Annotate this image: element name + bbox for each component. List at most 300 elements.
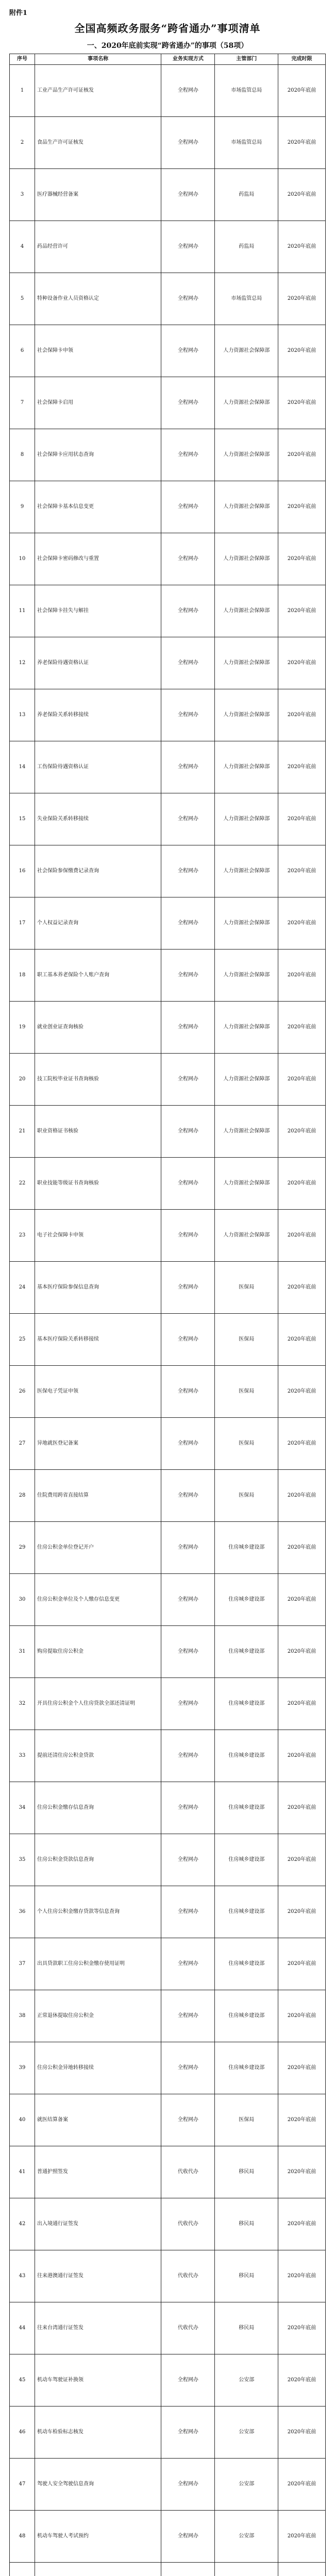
- table-cell: 2020年底前: [278, 429, 326, 481]
- table-cell: 社会保障卡基本信息变更: [35, 481, 161, 533]
- table-cell: 25: [10, 1313, 35, 1365]
- table-cell: 全程网办: [161, 168, 215, 221]
- table-cell: 2020年底前: [278, 533, 326, 585]
- table-cell: 人力资源社会保障部: [215, 377, 278, 429]
- column-header: 完成时限: [278, 54, 326, 65]
- table-cell: 2020年底前: [278, 845, 326, 897]
- table-cell: 往来台湾通行证签发: [35, 2302, 161, 2354]
- table-row: [10, 116, 326, 168]
- table-cell: 全程网办: [161, 1417, 215, 1469]
- table-cell: 22: [10, 1157, 35, 1209]
- table-cell: 住房城乡建设部: [215, 1938, 278, 1990]
- table-cell: 14: [10, 741, 35, 793]
- table-cell: 38: [10, 1990, 35, 2042]
- table-cell: 19: [10, 1001, 35, 1053]
- table-row: [10, 1209, 326, 1261]
- column-header: 事项名称: [35, 54, 161, 65]
- table-cell: 全程网办: [161, 1313, 215, 1365]
- table-row: [10, 377, 326, 429]
- table-row: [10, 1625, 326, 1677]
- table-row: [10, 2198, 326, 2250]
- table-cell: 住房城乡建设部: [215, 1521, 278, 1573]
- table-row: [10, 1105, 326, 1157]
- table-cell: 全程网办: [161, 1938, 215, 1990]
- table-row: [10, 1834, 326, 1886]
- table-cell: 2020年底前: [278, 1834, 326, 1886]
- table-cell: 全程网办: [161, 1625, 215, 1677]
- table-cell: 代收代办: [161, 2146, 215, 2198]
- table-cell: 2020年底前: [278, 1053, 326, 1105]
- table-cell: 公安部: [215, 2354, 278, 2406]
- document-title: 全国高频政务服务“跨省通办”事项清单: [74, 22, 261, 35]
- table-cell: 2020年底前: [278, 1990, 326, 2042]
- table-cell: 基本医疗保险关系转移接续: [35, 1313, 161, 1365]
- table-cell: 人力资源社会保障部: [215, 637, 278, 689]
- table-cell: 2020年底前: [278, 481, 326, 533]
- table-cell: 全程网办: [161, 533, 215, 585]
- table-row: [10, 793, 326, 845]
- table-row: [10, 1053, 326, 1105]
- table-cell: 住房城乡建设部: [215, 1573, 278, 1625]
- table-cell: 移民局: [215, 2250, 278, 2302]
- table-cell: 16: [10, 845, 35, 897]
- table-cell: 全程网办: [161, 1521, 215, 1573]
- table-cell: 移民局: [215, 2302, 278, 2354]
- table-cell: [161, 2562, 215, 2576]
- table-cell: 人力资源社会保障部: [215, 429, 278, 481]
- table-cell: 11: [10, 585, 35, 637]
- table-cell: 44: [10, 2302, 35, 2354]
- table-cell: 开具住房公积金个人住房贷款全部还清证明: [35, 1677, 161, 1730]
- table-cell: 住房公积金缴存信息查询: [35, 1782, 161, 1834]
- table-row: [10, 325, 326, 377]
- table-cell: 失业保险关系转移接续: [35, 793, 161, 845]
- table-cell: 人力资源社会保障部: [215, 689, 278, 741]
- table-row: [10, 2562, 326, 2576]
- section-1-heading: 一、2020年底前实现“跨省通办”的事项（58项）: [87, 42, 248, 50]
- table-row: [10, 1157, 326, 1209]
- table-cell: 养老保险待遇资格认证: [35, 637, 161, 689]
- table-cell: 2020年底前: [278, 1886, 326, 1938]
- table-cell: 正常退休提取住房公积金: [35, 1990, 161, 2042]
- table-cell: 2020年底前: [278, 793, 326, 845]
- table-row: [10, 845, 326, 897]
- table-row: [10, 2510, 326, 2562]
- table-cell: 出具贷款职工住房公积金缴存使用证明: [35, 1938, 161, 1990]
- table-cell: 47: [10, 2458, 35, 2510]
- table-cell: 人力资源社会保障部: [215, 1157, 278, 1209]
- table-row: [10, 2302, 326, 2354]
- table-cell: 2020年底前: [278, 741, 326, 793]
- table-cell: 住房城乡建设部: [215, 1677, 278, 1730]
- table-cell: 2020年底前: [278, 64, 326, 116]
- table-cell: 人力资源社会保障部: [215, 949, 278, 1001]
- table-cell: 住院费用跨省直接结算: [35, 1469, 161, 1521]
- table-cell: 13: [10, 689, 35, 741]
- table-cell: 全程网办: [161, 1261, 215, 1313]
- table-cell: 住房城乡建设部: [215, 1730, 278, 1782]
- table-cell: 2020年底前: [278, 1625, 326, 1677]
- table-cell: 全程网办: [161, 377, 215, 429]
- table-cell: 全程网办: [161, 1105, 215, 1157]
- table-cell: 个人权益记录查询: [35, 897, 161, 949]
- table-cell: 市场监管总局: [215, 116, 278, 168]
- table-cell: 2020年底前: [278, 949, 326, 1001]
- table-row: [10, 168, 326, 221]
- table-row: [10, 741, 326, 793]
- table-cell: 医保局: [215, 2094, 278, 2146]
- table-row: [10, 429, 326, 481]
- table-row: [10, 1417, 326, 1469]
- table-cell: 33: [10, 1730, 35, 1782]
- table-cell: 2020年底前: [278, 1469, 326, 1521]
- table-cell: 10: [10, 533, 35, 585]
- table-cell: [215, 2562, 278, 2576]
- table-row: [10, 2354, 326, 2406]
- table-cell: 6: [10, 325, 35, 377]
- table-cell: 医保局: [215, 1469, 278, 1521]
- table-cell: 2020年底前: [278, 1677, 326, 1730]
- table-cell: 39: [10, 2042, 35, 2094]
- table-cell: 全程网办: [161, 2094, 215, 2146]
- table-row: [10, 1573, 326, 1625]
- table-cell: 1: [10, 64, 35, 116]
- table-cell: 住房公积金单位登记开户: [35, 1521, 161, 1573]
- table-cell: 全程网办: [161, 1886, 215, 1938]
- table-cell: 全程网办: [161, 741, 215, 793]
- table-cell: 住房城乡建设部: [215, 1990, 278, 2042]
- table-cell: 2020年底前: [278, 168, 326, 221]
- table-cell: 人力资源社会保障部: [215, 325, 278, 377]
- table-cell: 2020年底前: [278, 1782, 326, 1834]
- table-cell: 电子社会保障卡申领: [35, 1209, 161, 1261]
- table-row: [10, 1677, 326, 1730]
- table-cell: 全程网办: [161, 793, 215, 845]
- table-cell: 2020年底前: [278, 1313, 326, 1365]
- table-cell: 2020年底前: [278, 585, 326, 637]
- table-cell: 全程网办: [161, 116, 215, 168]
- table-cell: [10, 2562, 35, 2576]
- table-cell: 24: [10, 1261, 35, 1313]
- table-cell: 41: [10, 2146, 35, 2198]
- table-cell: 工伤保险待遇资格认证: [35, 741, 161, 793]
- table-cell: 31: [10, 1625, 35, 1677]
- table-cell: 住房城乡建设部: [215, 1834, 278, 1886]
- table-row: [10, 1001, 326, 1053]
- table-cell: 46: [10, 2406, 35, 2458]
- table-cell: 全程网办: [161, 1469, 215, 1521]
- table-cell: 全程网办: [161, 1782, 215, 1834]
- table-cell: 2020年底前: [278, 897, 326, 949]
- table-cell: 2020年底前: [278, 1938, 326, 1990]
- table-cell: 普通护照签发: [35, 2146, 161, 2198]
- table-cell: 2020年底前: [278, 1001, 326, 1053]
- table-cell: 养老保险关系转移接续: [35, 689, 161, 741]
- table-cell: 市场监管总局: [215, 64, 278, 116]
- table-cell: 2020年底前: [278, 1261, 326, 1313]
- table-cell: 30: [10, 1573, 35, 1625]
- table-row: [10, 1730, 326, 1782]
- table-row: [10, 533, 326, 585]
- table-cell: 8: [10, 429, 35, 481]
- table-cell: 驾驶人安全驾驶信息查询: [35, 2458, 161, 2510]
- table-cell: 12: [10, 637, 35, 689]
- table-row: [10, 1990, 326, 2042]
- table-cell: 代收代办: [161, 2302, 215, 2354]
- table-cell: 2020年底前: [278, 689, 326, 741]
- table-cell: 人力资源社会保障部: [215, 1001, 278, 1053]
- table-cell: 社会保障卡密码修改与重置: [35, 533, 161, 585]
- table-cell: 2020年底前: [278, 221, 326, 273]
- table-cell: 全程网办: [161, 221, 215, 273]
- table-cell: 4: [10, 221, 35, 273]
- column-header: 业务实现方式: [161, 54, 215, 65]
- table-cell: 2020年底前: [278, 2406, 326, 2458]
- table-cell: 公安部: [215, 2510, 278, 2562]
- table-cell: 代收代办: [161, 2198, 215, 2250]
- table-cell: 2020年底前: [278, 1573, 326, 1625]
- table-cell: 29: [10, 1521, 35, 1573]
- table-cell: 2020年底前: [278, 637, 326, 689]
- table-cell: 全程网办: [161, 429, 215, 481]
- table-cell: 药监局: [215, 221, 278, 273]
- table-cell: 异地就医登记备案: [35, 1417, 161, 1469]
- table-row: [10, 1938, 326, 1990]
- table-cell: 基本医疗保险参保信息查询: [35, 1261, 161, 1313]
- table-cell: 社会保障卡申领: [35, 325, 161, 377]
- table-header-row: [10, 54, 326, 65]
- table-cell: 28: [10, 1469, 35, 1521]
- table-cell: 医保电子凭证申领: [35, 1365, 161, 1417]
- table-cell: 9: [10, 481, 35, 533]
- table-cell: 职工基本养老保险个人账户查询: [35, 949, 161, 1001]
- table-cell: 43: [10, 2250, 35, 2302]
- table-cell: 就医结算备案: [35, 2094, 161, 2146]
- table-cell: 医保局: [215, 1365, 278, 1417]
- column-header: 序号: [10, 54, 35, 65]
- table-cell: 住房城乡建设部: [215, 1886, 278, 1938]
- table-cell: 21: [10, 1105, 35, 1157]
- table-cell: 住房公积金贷款信息查询: [35, 1834, 161, 1886]
- table-row: [10, 585, 326, 637]
- table-cell: 人力资源社会保障部: [215, 897, 278, 949]
- table-cell: 15: [10, 793, 35, 845]
- table-cell: 2020年底前: [278, 2250, 326, 2302]
- table-cell: 2020年底前: [278, 2146, 326, 2198]
- table-cell: 全程网办: [161, 273, 215, 325]
- table-row: [10, 897, 326, 949]
- table-cell: 全程网办: [161, 949, 215, 1001]
- table-cell: 3: [10, 168, 35, 221]
- table-cell: 代收代办: [161, 2250, 215, 2302]
- table-cell: 2020年底前: [278, 116, 326, 168]
- table-cell: 医保局: [215, 1417, 278, 1469]
- table-cell: 2020年底前: [278, 2354, 326, 2406]
- table-cell: 出入境通行证签发: [35, 2198, 161, 2250]
- table-row: [10, 1782, 326, 1834]
- table-cell: 人力资源社会保障部: [215, 793, 278, 845]
- table-row: [10, 1365, 326, 1417]
- table-row: [10, 481, 326, 533]
- table-row: [10, 1313, 326, 1365]
- table-cell: 2020年底前: [278, 1209, 326, 1261]
- table-cell: 23: [10, 1209, 35, 1261]
- table-cell: 全程网办: [161, 481, 215, 533]
- table-cell: 个人住房公积金缴存贷款等信息查询: [35, 1886, 161, 1938]
- table-cell: 37: [10, 1938, 35, 1990]
- table-cell: 公安部: [215, 2458, 278, 2510]
- table-cell: 32: [10, 1677, 35, 1730]
- table-cell: 2020年底前: [278, 325, 326, 377]
- table-cell: 40: [10, 2094, 35, 2146]
- table-row: [10, 64, 326, 116]
- table-cell: 全程网办: [161, 1834, 215, 1886]
- table-cell: 2020年底前: [278, 1521, 326, 1573]
- table-cell: 机动车驾驶人考试预约: [35, 2510, 161, 2562]
- table-cell: 移民局: [215, 2146, 278, 2198]
- table-cell: 人力资源社会保障部: [215, 845, 278, 897]
- table-cell: 全程网办: [161, 1053, 215, 1105]
- table-row: [10, 949, 326, 1001]
- table-cell: 35: [10, 1834, 35, 1886]
- table-cell: 2020年底前: [278, 1365, 326, 1417]
- table-cell: 2020年底前: [278, 1417, 326, 1469]
- table-cell: 全程网办: [161, 585, 215, 637]
- table-cell: 人力资源社会保障部: [215, 1053, 278, 1105]
- table-row: [10, 2458, 326, 2510]
- table-cell: 17: [10, 897, 35, 949]
- table-cell: 2020年底前: [278, 2094, 326, 2146]
- table-cell: 公安部: [215, 2406, 278, 2458]
- table-cell: 45: [10, 2354, 35, 2406]
- table-cell: 移民局: [215, 2198, 278, 2250]
- table-row: [10, 1261, 326, 1313]
- column-header: 主管部门: [215, 54, 278, 65]
- table-cell: [278, 2562, 326, 2576]
- table-cell: 住房城乡建设部: [215, 1782, 278, 1834]
- table-cell: 全程网办: [161, 325, 215, 377]
- table-cell: 提前还清住房公积金贷款: [35, 1730, 161, 1782]
- table-cell: 人力资源社会保障部: [215, 585, 278, 637]
- table-cell: 全程网办: [161, 689, 215, 741]
- table-cell: 人力资源社会保障部: [215, 741, 278, 793]
- table-cell: 住房公积金异地转移接续: [35, 2042, 161, 2094]
- table-cell: 全程网办: [161, 897, 215, 949]
- table-cell: 2020年底前: [278, 2302, 326, 2354]
- table-cell: 34: [10, 1782, 35, 1834]
- table-cell: 2020年底前: [278, 1157, 326, 1209]
- table-cell: 2020年底前: [278, 2510, 326, 2562]
- table-cell: [35, 2562, 161, 2576]
- table-cell: 20: [10, 1053, 35, 1105]
- table-cell: 全程网办: [161, 2354, 215, 2406]
- table-cell: 36: [10, 1886, 35, 1938]
- table-cell: 2020年底前: [278, 377, 326, 429]
- table-row: [10, 2146, 326, 2198]
- table-cell: 7: [10, 377, 35, 429]
- table-cell: 全程网办: [161, 1990, 215, 2042]
- table-cell: 就业创业证查询核验: [35, 1001, 161, 1053]
- table-cell: 全程网办: [161, 1573, 215, 1625]
- table-cell: 购房提取住房公积金: [35, 1625, 161, 1677]
- section-1-table: [9, 54, 326, 2576]
- table-cell: 18: [10, 949, 35, 1001]
- table-cell: 全程网办: [161, 1001, 215, 1053]
- table-cell: 2020年底前: [278, 1730, 326, 1782]
- table-cell: 2020年底前: [278, 2198, 326, 2250]
- table-cell: 5: [10, 273, 35, 325]
- table-cell: 全程网办: [161, 2042, 215, 2094]
- table-cell: 26: [10, 1365, 35, 1417]
- table-cell: 2020年底前: [278, 1105, 326, 1157]
- table-row: [10, 2094, 326, 2146]
- table-cell: 全程网办: [161, 1209, 215, 1261]
- table-cell: 机动车驾驶证补换领: [35, 2354, 161, 2406]
- table-cell: 人力资源社会保障部: [215, 1105, 278, 1157]
- table-cell: 住房公积金单位及个人缴存信息变更: [35, 1573, 161, 1625]
- table-row: [10, 2250, 326, 2302]
- table-cell: 全程网办: [161, 64, 215, 116]
- table-cell: 人力资源社会保障部: [215, 1209, 278, 1261]
- table-row: [10, 689, 326, 741]
- table-cell: 全程网办: [161, 2458, 215, 2510]
- table-cell: 2020年底前: [278, 2458, 326, 2510]
- table-row: [10, 1521, 326, 1573]
- table-row: [10, 1469, 326, 1521]
- table-cell: 食品生产许可证核发: [35, 116, 161, 168]
- table-cell: 全程网办: [161, 637, 215, 689]
- table-cell: 人力资源社会保障部: [215, 481, 278, 533]
- table-row: [10, 221, 326, 273]
- table-cell: 技工院校毕业证书查询核验: [35, 1053, 161, 1105]
- table-cell: 医保局: [215, 1261, 278, 1313]
- table-cell: 职业资格证书核验: [35, 1105, 161, 1157]
- table-cell: 2020年底前: [278, 273, 326, 325]
- table-cell: 工业产品生产许可证核发: [35, 64, 161, 116]
- table-cell: 社会保障卡应用状态查询: [35, 429, 161, 481]
- table-cell: 社会保障卡挂失与解挂: [35, 585, 161, 637]
- table-cell: 42: [10, 2198, 35, 2250]
- table-cell: 2: [10, 116, 35, 168]
- table-row: [10, 2406, 326, 2458]
- table-cell: 职业技能等级证书查询核验: [35, 1157, 161, 1209]
- table-cell: 27: [10, 1417, 35, 1469]
- table-cell: 全程网办: [161, 1730, 215, 1782]
- table-row: [10, 637, 326, 689]
- table-cell: 医保局: [215, 1313, 278, 1365]
- table-row: [10, 1886, 326, 1938]
- table-cell: 药品经营许可: [35, 221, 161, 273]
- table-cell: 全程网办: [161, 1677, 215, 1730]
- table-cell: 2020年底前: [278, 2042, 326, 2094]
- table-row: [10, 273, 326, 325]
- table-cell: 全程网办: [161, 1365, 215, 1417]
- table-cell: 全程网办: [161, 1157, 215, 1209]
- table-cell: 医疗器械经营备案: [35, 168, 161, 221]
- table-cell: 特种设备作业人员资格认定: [35, 273, 161, 325]
- table-cell: 住房城乡建设部: [215, 2042, 278, 2094]
- section-1-table-body: [10, 64, 326, 2576]
- table-cell: 48: [10, 2510, 35, 2562]
- table-cell: 社会保障卡启用: [35, 377, 161, 429]
- table-cell: 社会保险参保缴费记录查询: [35, 845, 161, 897]
- table-cell: 全程网办: [161, 2406, 215, 2458]
- table-cell: 市场监管总局: [215, 273, 278, 325]
- attachment-label: 附件1: [9, 9, 28, 17]
- table-cell: 住房城乡建设部: [215, 1625, 278, 1677]
- table-cell: 药监局: [215, 168, 278, 221]
- table-cell: 人力资源社会保障部: [215, 533, 278, 585]
